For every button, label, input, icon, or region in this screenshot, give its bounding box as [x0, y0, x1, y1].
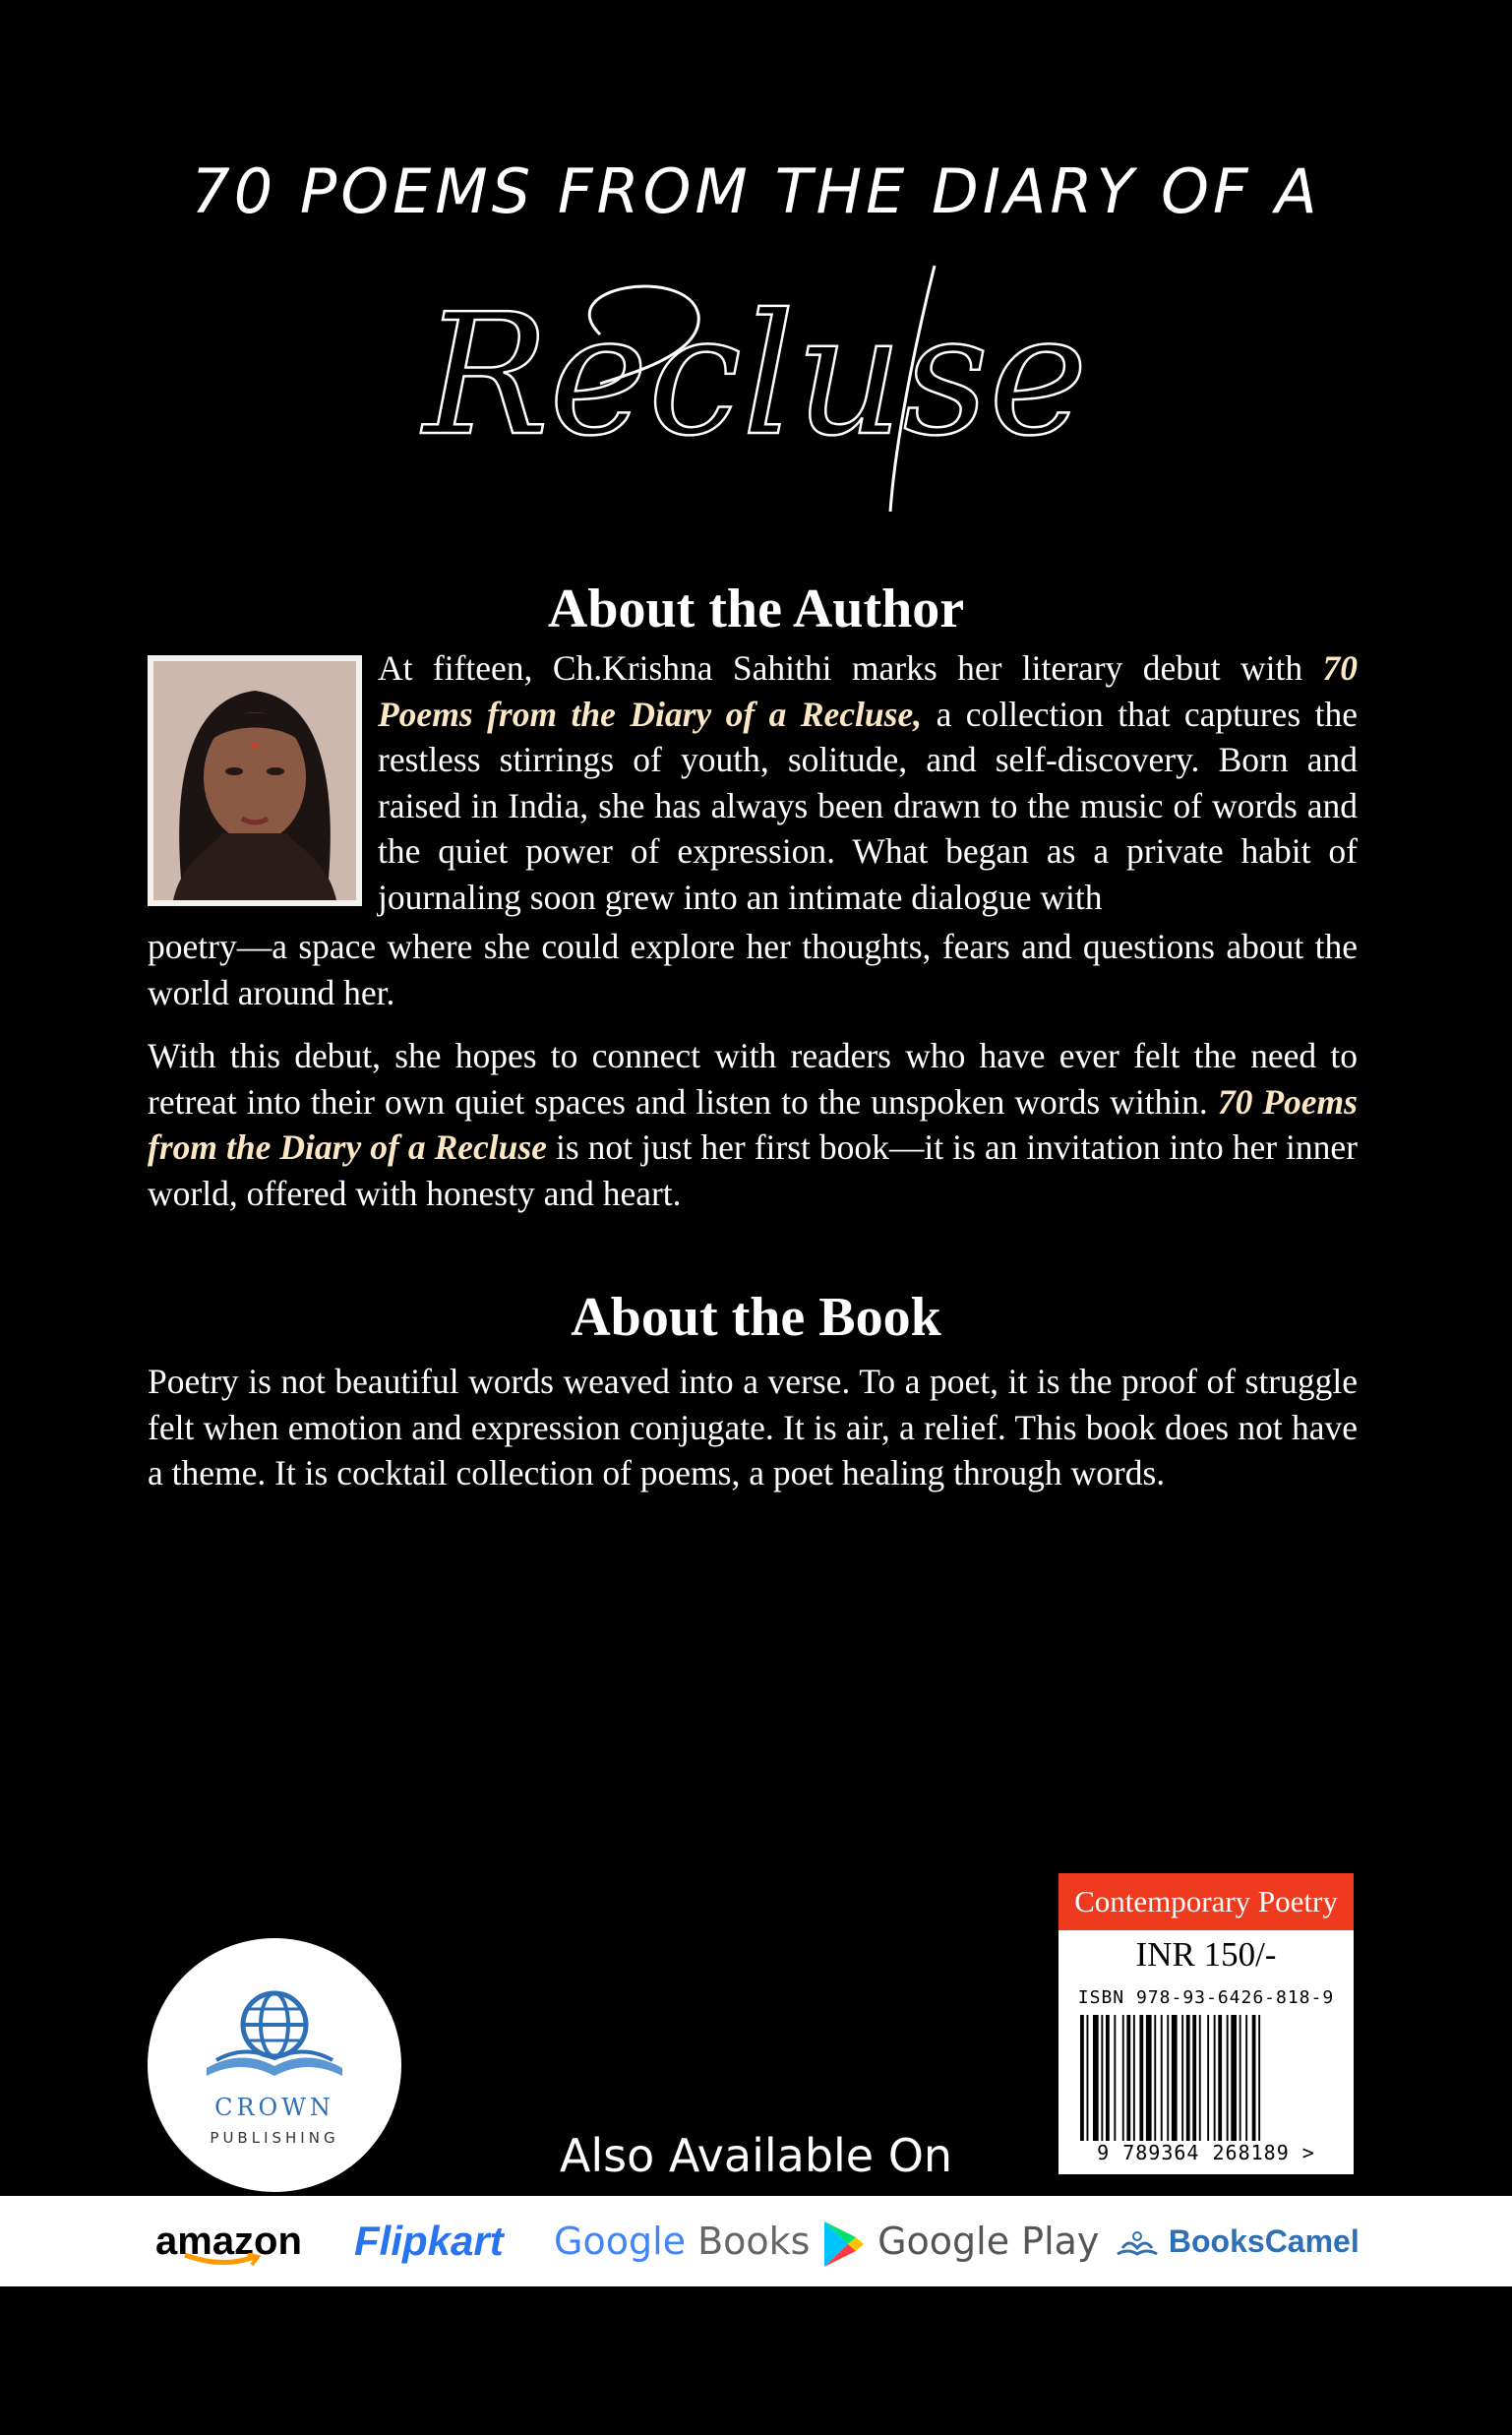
barcode-bar: [1161, 2015, 1163, 2141]
barcode-bar: [1080, 2015, 1084, 2141]
about-book-paragraph: Poetry is not beautiful words weaved into a verse. To a poet, it is the proof of struggle felt when emotion and expression conjugate. It is air, a relief. This book does not have a theme. It is cocktail collection of poems, a poet healing through words.: [148, 1362, 1358, 1492]
barcode-bar: [1172, 2015, 1178, 2141]
barcode-icon: [1080, 2015, 1332, 2141]
barcode-bar: [1245, 2015, 1247, 2141]
barcode-bar: [1231, 2015, 1237, 2141]
also-available-label: Also Available On: [559, 2129, 953, 2182]
barcode-bar: [1167, 2015, 1169, 2141]
about-author-paragraph-1-continued: poetry—a space where she could explore her thoughts, fears and questions about the world around her.: [148, 927, 1358, 1012]
about-author-paragraph-1: [378, 645, 1358, 920]
publisher-tagline: PUBLISHING: [210, 2129, 339, 2147]
script-title-text: Recluse: [423, 278, 1088, 473]
barcode-bar: [1101, 2015, 1103, 2141]
barcode-bar: [1122, 2015, 1124, 2141]
publisher-name: CROWN: [214, 2094, 334, 2121]
barcode-bar: [1218, 2015, 1222, 2141]
barcode-bar: [1240, 2015, 1241, 2141]
author-para2-text: With this debut, she hopes to connect with readers who have ever felt the need to retreat into their own quiet spaces and listen to the unspoken words within.: [148, 1036, 1358, 1122]
barcode-bar: [1133, 2015, 1135, 2141]
amazon-smile-icon: [183, 2253, 262, 2269]
barcode-bar: [1199, 2015, 1201, 2141]
book-title-highlight: 70 Poems from the Diary of a Recluse,: [378, 648, 1358, 734]
barcode-bar: [1139, 2015, 1143, 2141]
store-amazon[interactable]: [155, 2196, 302, 2286]
author-intro-text-2: a collection that captures the restless stirrings of youth, solitude, and self-discovery. Born and raised in India, she has always been drawn to the music of words and the quiet power of expression. What began as a private habit of journaling soon grew into an intimate dialogue with: [378, 694, 1358, 917]
barcode-bar: [1227, 2015, 1229, 2141]
barcode-digits: 9 789364 268189 >: [1097, 2141, 1315, 2164]
barcode-bar: [1214, 2015, 1216, 2141]
barcode-bar: [1146, 2015, 1152, 2141]
barcode-bar: [1114, 2015, 1116, 2141]
author-portrait-icon: [153, 661, 356, 900]
store-bookscamel[interactable]: [1115, 2196, 1360, 2286]
store-google-books[interactable]: [554, 2196, 810, 2286]
store-amazon-label: amazon: [155, 2220, 302, 2263]
store-google-play[interactable]: [822, 2196, 1099, 2286]
author-intro-text: At fifteen, Ch.Krishna Sahithi marks her literary debut with: [378, 648, 1303, 688]
price-label: INR 150/-: [1135, 1935, 1277, 1974]
google-play-label: Google Play: [877, 2220, 1100, 2263]
store-flipkart[interactable]: Flipkart: [354, 2218, 504, 2264]
barcode-bar: [1186, 2015, 1190, 2141]
about-author-paragraph-2: [148, 1033, 1358, 1216]
store-strip: [0, 2196, 1512, 2286]
barcode-bar: [1192, 2015, 1196, 2141]
barcode-bar: [1126, 2015, 1130, 2141]
barcode-bar: [1087, 2015, 1089, 2141]
barcode-bar: [1106, 2015, 1110, 2141]
author-photo: [148, 655, 362, 906]
barcode-bar: [1258, 2015, 1260, 2141]
barcode-bar: [1093, 2015, 1099, 2141]
barcode-bar: [1252, 2015, 1256, 2141]
barcode-bar: [1181, 2015, 1183, 2141]
isbn-label: ISBN 978-93-6426-818-9: [1077, 1987, 1335, 2008]
cover-script-title: [0, 226, 1512, 541]
about-book-heading: About the Book: [571, 1287, 941, 1348]
google-books-books: Books: [697, 2220, 811, 2263]
barcode-bar: [1207, 2015, 1209, 2141]
cover-title-line: 70 POEMS FROM THE DIARY OF A: [191, 155, 1321, 227]
author-para2-text-2: is not just her first book—it is an invitation into her inner world, offered with honesty and heart.: [148, 1127, 1358, 1213]
google-books-google: Google: [554, 2220, 687, 2263]
barcode-bar: [1154, 2015, 1156, 2141]
book-title-highlight-2: 70 Poems from the Diary of a Recluse: [148, 1081, 1358, 1167]
bookscamel-label: BooksCamel: [1168, 2223, 1360, 2259]
google-play-icon: [822, 2220, 866, 2269]
genre-label: Contemporary Poetry: [1058, 1873, 1354, 1930]
bookscamel-icon: [1115, 2228, 1160, 2260]
about-author-heading: About the Author: [547, 578, 965, 639]
